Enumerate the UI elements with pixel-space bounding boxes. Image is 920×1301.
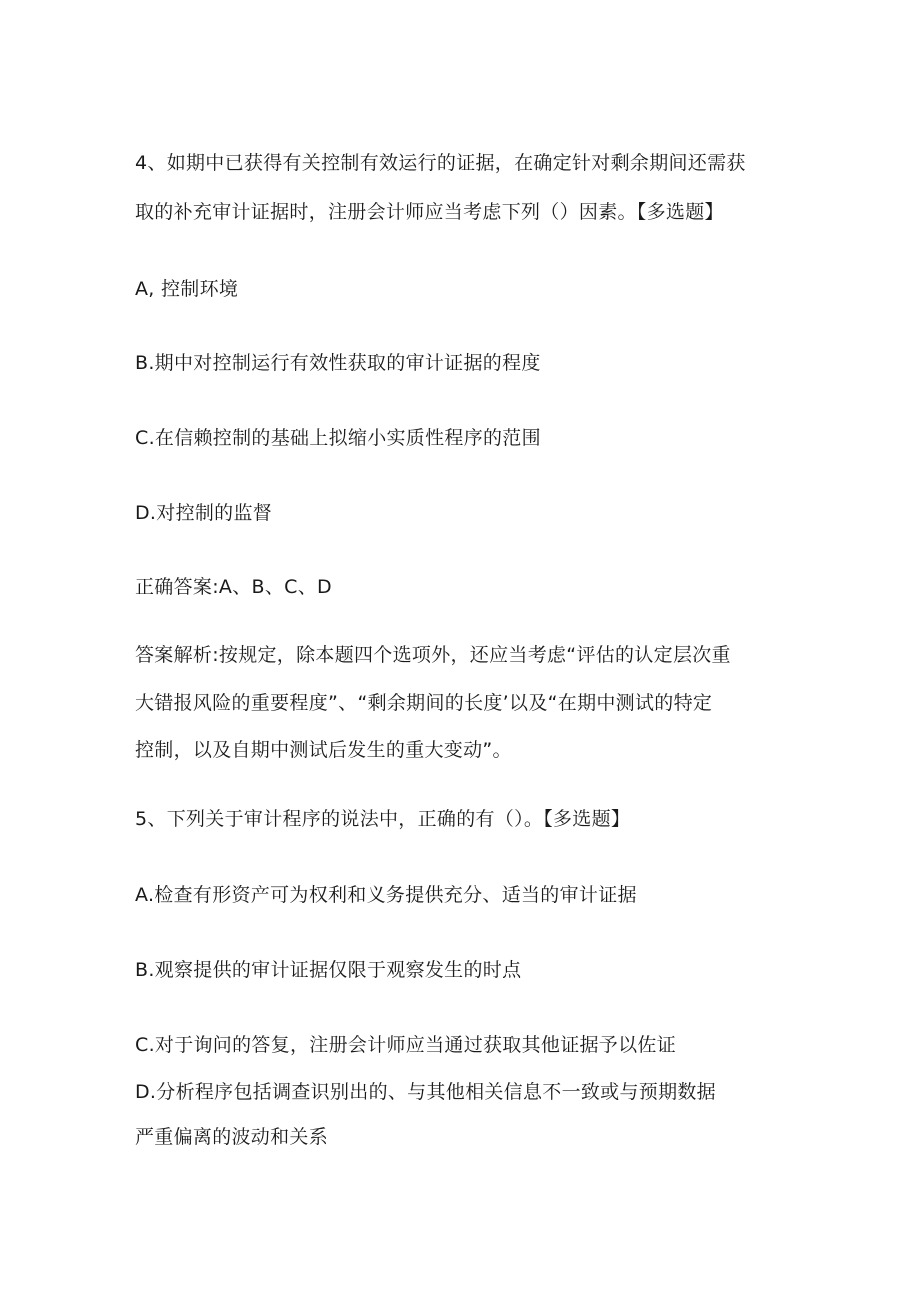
q4-stem-line-2: 取的补充审计证据时，注册会计师应当考虑下列（）因素。【多选题】	[135, 201, 724, 223]
q4-analysis-line-2: 大错报风险的重要程度”、“剩余期间的长度’以及“在期中测试的特定	[135, 692, 713, 714]
q5-stem-line-1: 5、下列关于审计程序的说法中，正确的有（）。【多选题】	[135, 808, 631, 830]
q4-stem-line-1: 4、如期中已获得有关控制有效运行的证据，在确定针对剩余期间还需获	[135, 152, 746, 174]
q4-analysis-line-1: 答案解析:按规定，除本题四个选项外，还应当考虑“评估的认定层次重	[135, 644, 731, 666]
q4-analysis-line-3: 控制，以及自期中测试后发生的重大变动”。	[135, 739, 512, 761]
q4-option-a: A, 控制环境	[135, 278, 239, 300]
q5-option-c: C.对于询问的答复，注册会计师应当通过获取其他证据予以佐证	[135, 1034, 677, 1056]
q4-option-d: D.对控制的监督	[135, 502, 273, 524]
q5-option-d-line-2: 严重偏离的波动和关系	[135, 1126, 329, 1148]
q4-option-c: C.在信赖控制的基础上拟缩小实质性程序的范围	[135, 427, 541, 449]
q4-option-b: B.期中对控制运行有效性获取的审计证据的程度	[135, 352, 541, 374]
q4-answer: 正确答案:A、B、C、D	[135, 576, 332, 598]
q5-option-a: A.检查有形资产可为权利和义务提供充分、适当的审计证据	[135, 884, 637, 906]
q5-option-b: B.观察提供的审计证据仅限于观察发生的时点	[135, 959, 522, 981]
q5-option-d-line-1: D.分析程序包括调查识别出的、与其他相关信息不一致或与预期数据	[135, 1081, 716, 1103]
